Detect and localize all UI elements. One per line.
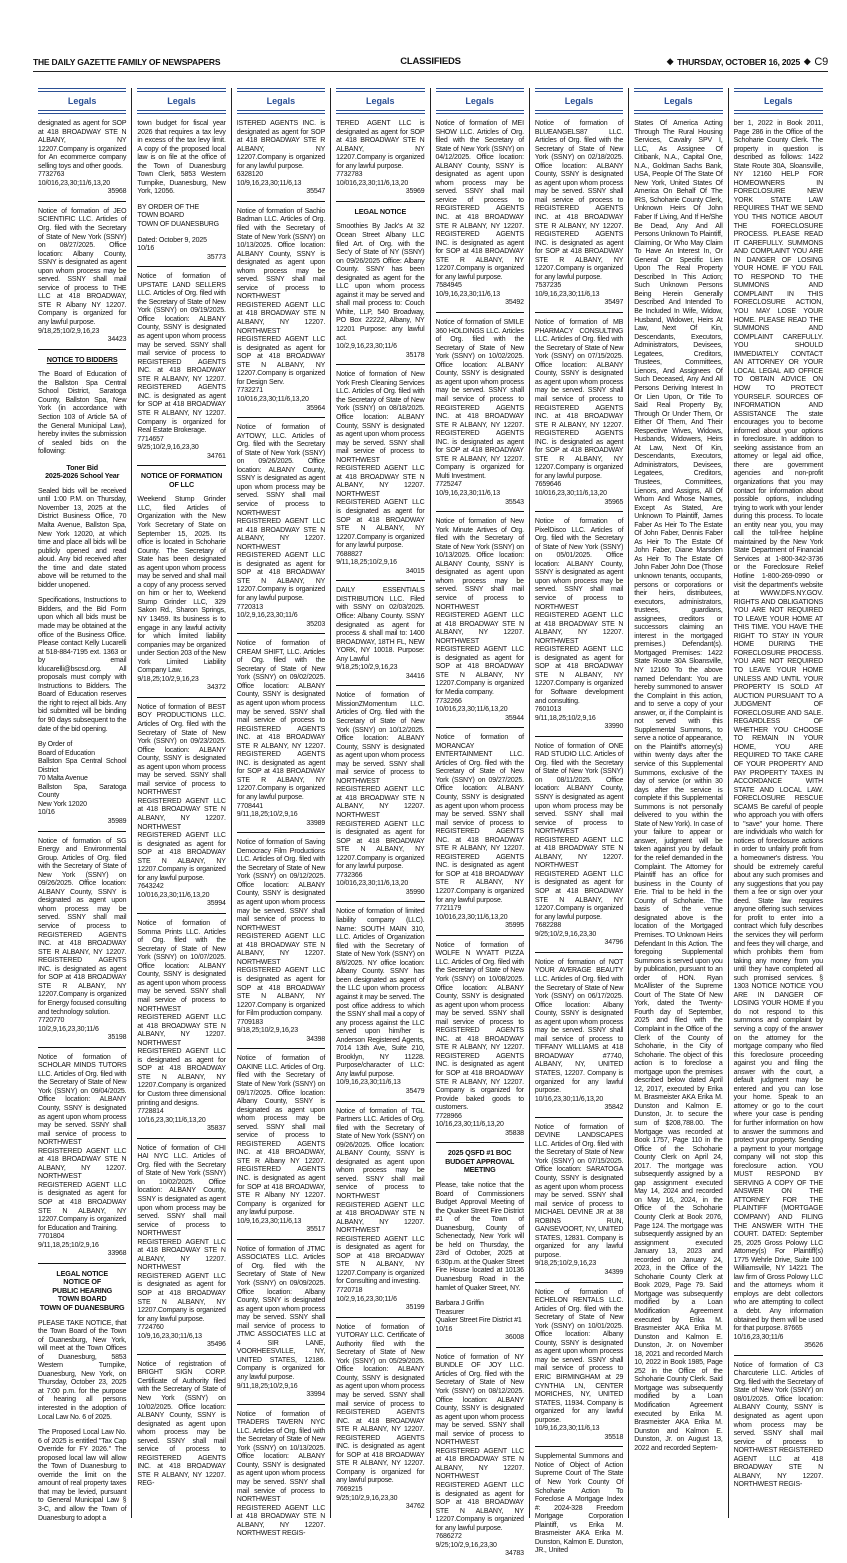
notice-id: 35199 xyxy=(405,1304,425,1312)
legal-notice xyxy=(436,120,524,313)
section-label: Legals xyxy=(535,88,623,114)
notice-paragraph: Notice of formation of JEO SCIENTIFIC LLC. Articles of Org. filed with the Secretary of State of New York (SSNY) on 08/27/2025. Office location: Albany County, SSNY is designated as agent upon whom process may be served. SSNY shall mail service of process to THE LLC at 418 BROADWAY, STE R Albany NY 12207. Company is organized for any lawful purpose. 9/18,25;10/2,9,16,23 xyxy=(38,207,127,335)
notice-paragraph: States Of America Acting Through The Rural Housing Services, Cavalry SPV I, LLC, As Assignee Of Citibank, N.A., Capital One, N.A., Goldman Sachs Bank, USA, People Of The State Of New York, United States Of America On Behalf Of The IRS, Schoharie County Clerk, Unknown Heirs Of John Faber If Living, And If He/She Be Dead, Any And All Persons Unknown To Plaintiff, Claiming, Or Who May Claim To Have An Interest In, Or General Or Specific Lien Upon The Real Property Described In This Action; Such Unknown Persons Being Herein Generally Described And Intended To Be Included In Wife, Widow, Husband, Widower, Heirs At Law, Next Of Kin, Descendants, Executors, Administrators, Devisees, Legatees, Creditors, Trustees, Committees, Lienors, And Assignees Of Such Deceased, Any And All Persons Deriving Interest In Or Lien Upon, Or Title To Said Real Property By, Through Or Under Them, Or Either Of Them, And Their Respective Wives, Widows, Husbands, Widowers, Heirs At Law, Next Of Kin, Descendants, Executors, Administrators, Devisees, Legatees, Creditors, Trustees, Committees, Lienors, and Assigns, All Of Whom And Whose Names, Except As Stated, Are Unknown To Plaintiff, James Faber As Heir To The Estate Of John Faber, Dennis Faber As Heir To The Estate Of John Faber, Diane Marsden As Heir To The Estate Of John Faber John Doe (Those unknown tenants, occupants, persons or corporations or their heirs, distributees, executors, administrators, trustees, guardians, assignees, creditors or successors claiming an interest in the mortgaged premises.) Defendant(s). Mortgaged Premises: 1422 State Route 30A Sloansville, NY 12160 To the above named Defendant: You are hereby summoned to answer the Complaint in this action, and to serve a copy of your answer, or, if the Complaint is not served with this Supplemental Summons, to serve a notice of appearance, on the Plaintiff's attorney(s) within twenty days after the service of this Supplemental Summons, exclusive of the day of service (or within 30 days after the service is complete if this Supplemental Summons is not personally delivered to you within the State of New York). In case of your failure to appear or answer, judgment will be taken against you by default for the relief demanded in the Complaint. The Attorney for Plaintiff has an office for business in the County of Erie. Trial to be held in the County of Schoharie. The basis of the venue designated above is the location of the Mortgaged Premises. TO Unknown Heirs Defendant In this Action. The foregoing Supplemental Summons is served upon you by publication, pursuant to an order of HON. Ryan McAllister of the Supreme Court of The State Of New York, dated the Twenty-Fourth day of September, 2025 and filed with the Complaint in the Office of the Clerk of the County of Schoharie, in the City of Schoharie. The object of this action is to foreclose a mortgage upon the premises described below dated April 12, 2017, executed by Erika M. Brasmeister AKA Erika M. Dunston and Kalmon E. Dunston, Jr. to secure the sum of $208,788.00. The Mortgage was recorded at Book 1757, Page 110 in the Office of the Schoharie County Clerk on April 24, 2017. The mortgage was subsequently assigned by a gap assignment executed May 14, 2024 and recorded on May 16, 2024, in the Office of the Schoharie County Clerk at Book 2076, Page 124. The mortgage was subsequently assigned by an assignment executed January 13, 2023 and recorded on January 24, 2023, in the Office of the Schoharie County Clerk at Book 2029, Page 79. Said Mortgage was subsequently modified by a Loan Modification Agreement executed by Erika M. Brasmeister AKA Erika M. Dunston and Kalmon E. Dunston, Jr. on November 18, 2021 and recorded March 10, 2022 in Book 1985, Page 252 in the Office of the Schoharie County Clerk. Said Mortgage was subsequently modified by a Loan Modification Agreement executed by Erika M. Brasmeister AKA Erika M. Dunston and Kalmon E. Dunston, Jr. on August 13, 2022 and recorded Septem- xyxy=(634,120,723,1452)
notice-paragraph: BY ORDER OF THE TOWN BOARD TOWN OF DUANESBURG xyxy=(137,203,219,229)
legal-notice xyxy=(535,1289,623,1448)
legals-column xyxy=(132,88,231,1518)
notice-paragraph: Barbara J Griffin Treasurer Quaker Street Fire District #1 10/16 xyxy=(435,1300,522,1333)
notice-paragraph: Notice of formation of C3 Charcuterie LLC. Articles of Org. filed with the Secretary of State of New York (SSNY) on 08/01/2025. Office location: ALBANY County, SSNY is designated as agent upon whom process may be served. SSNY shall mail service of process to NORTHWEST REGISTERED AGENT LLC at 418 BROADWAY STE N ALBANY, NY 12207. NORTHWEST REGIS- xyxy=(733,1361,823,1489)
notice-id: 35492 xyxy=(505,299,524,307)
notice-id: 35969 xyxy=(405,188,425,196)
notice-id: 33968 xyxy=(107,1250,127,1258)
notice-id: 35994 xyxy=(207,900,226,908)
notice-id: 35842 xyxy=(604,1104,624,1112)
notice-id: 35198 xyxy=(107,1034,127,1042)
notice-paragraph: Dated: October 9, 2025 10/16 xyxy=(137,236,207,253)
legal-notice xyxy=(237,120,325,202)
legal-notice xyxy=(336,908,424,1101)
legal-notice xyxy=(336,587,424,686)
column-text xyxy=(38,120,126,1527)
page-header xyxy=(33,52,828,72)
legal-notice xyxy=(38,1270,126,1527)
legal-notice xyxy=(137,120,225,267)
notice-paragraph: Notice of formation of Sachio Badman LLC. Articles of Org. filed with the Secretary of State of New York (SSNY) on 10/13/2025. Office location: ALBANY County, SSNY is designated as agent upon whom process may be served. SSNY shall mail service of process to NORTHWEST REGISTERED AGENT LLC at 418 BROADWAY STE N ALBANY, NY 12207. NORTHWEST REGISTERED AGENT LLC is designated as agent for SOP at 418 BROADWAY STE N ALBANY, NY 12207.Company is organized for Design Serv. 7732271 10/016,23,30;11/6,13,20 xyxy=(236,207,326,403)
notice-paragraph: Notice of formation of limited liability company (LLC). Name: SOUTH MAIN 310, LLC. Articles of Organization filed with the Secretary of State of New York (SSNY) on 8/6/2025. NY office location: Albany County. SSNY has been designated as agent of the LLC upon whom process against it may be served. The post office address to which the SSNY shall mail a copy of any process against the LLC served upon him/her is Anderson Registered Agents, 7014 13th Ave, Suite 210, Brooklyn, NY 11228. Purpose/character of LLC: Any lawful purpose. 10/9,16,23,30;11/6,13 xyxy=(336,908,425,1087)
notice-id: 35497 xyxy=(604,299,624,307)
notice-paragraph: Notice of formation of NOT YOUR AVERAGE BEAUTY LLC. Articles of Org. filed with the Secretary of State of New York (SSNY) on 06/17/2025. Office location: Albany County, SSNY is designated as agent upon whom process may be served. SSNY shall mail service of process to TIFFANY WILLIAMS at 418 BROADWAY #7740, ALBANY, NY, UNITED STATES, 12207. Company is organized for any lawful purpose. 10/16,23,30;11/6,13,20 xyxy=(534,958,624,1103)
notice-id: 35547 xyxy=(306,188,326,196)
legal-notice xyxy=(336,692,424,902)
notice-paragraph: Notice of formation of UPSTATE LAND SELLERS LLC. Articles of Org. filed with the Secretary of State of New York (SSNY) on 09/19/2025. Office location: ALBANY County, SSNY is designated as agent upon whom process may be served. SSNY shall mail service of process to REGISTERED AGENTS INC. at 418 BROADWAY STE R ALBANY, NY 12207. REGISTERED AGENTS INC. is designated as agent for SOP at 418 BROADWAY STE R ALBANY, NY 12207. Company is organized for Real Estate Brokerage. 7714657 9/25;10/2,9,16,23,30 xyxy=(137,273,226,452)
notice-id: 35838 xyxy=(505,1129,524,1137)
notice-paragraph: Notice of formation of BEST BOY PRODUCTIONS LLC. Articles of Org. filed with the Secretary of State of New York (SSNY) on 09/23/2025. Office location: ALBANY County, SSNY is designated as agent upon whom process may be served. SSNY shall mail service of process to NORTHWEST REGISTERED AGENT LLC at 418 BROADWAY STE N ALBANY, NY 12207. NORTHWEST REGISTERED AGENT LLC is designated as agent for SOP at 418 BROADWAY STE N ALBANY, NY 12207.Company is organized for any lawful purpose. 7643242 10/016,23,30;11/6,13,20 xyxy=(137,703,226,899)
legals-column xyxy=(431,88,530,1558)
notice-paragraph: Notice of formation of Saving Democracy Film Productions LLC. Articles of Org. filed with the Secretary of State of New York (SSNY) on 09/12/2025. Office location: ALBANY County, SSNY is designated as agent upon whom process may be served. SSNY shall mail service of process to NORTHWEST REGISTERED AGENT LLC at 418 BROADWAY STE N ALBANY, NY 12207. NORTHWEST REGISTERED AGENT LLC is designated as agent for SOP at 418 BROADWAY STE N ALBANY, NY 12207.Company is organized for Film production company. 7709183 9/18,25;10/2,9,16,23 xyxy=(236,839,326,1035)
legals-column xyxy=(729,88,828,1518)
notice-paragraph: Notice of formation of NY BUNDLE OF JOY LLC. Articles of Org. filed with the Secretary of State of New York (SSNY) on 08/12/2025. Office location: ALBANY County, SSNY is designated as agent upon whom process may be served. SSNY shall mail service of process to NORTHWEST REGISTERED AGENT LLC at 418 BROADWAY STE N ALBANY, NY 12207. NORTHWEST REGISTERED AGENT LLC is designated as agent for SOP at 418 BROADWAY STE N ALBANY, NY 12207.Company is organized for any lawful purpose. 7686272 9/25;10/2,9,16,23,30 xyxy=(435,1353,524,1549)
notice-paragraph: Specifications, Instructions to Bidders, and the Bid Form upon which all bids must be made may be obtained at the office of the Business Office. Please contact Kelly Lucarelli at 518-884-7195 ext. 1363 or by email klucarelli@bscsd.org. All proposals must comply with Instructions to Bidders. The Board of Education reserves the right to reject all bids. Any bid submitted will be binding for 90 days subsequent to the date of the bid opening. xyxy=(38,597,127,733)
notice-paragraph: Notice of formation of TRADERS TAVERN NYC LLC. Articles of Org. filed with the Secretary of State of New York (SSNY) on 10/13/2025. Office location: ALBANY County, SSNY is designated as agent upon whom process may be served. SSNY shall mail service of process to NORTHWEST REGISTERED AGENT LLC at 418 BROADWAY STE N ALBANY, NY 12207. NORTHWEST REGIS- xyxy=(236,1410,326,1538)
legal-notice xyxy=(535,1124,623,1283)
column-text xyxy=(237,120,325,1543)
notice-paragraph: Please, take notice that the Board of Commissioners Budget Approval Meeting of the Quaker Street Fire District #1 of the Town of Duanesburg, County of Schenectady, New York will be held on Thursday, the 23rd of October, 2025 at 6:30p.m. at the Quaker Street Fire House located at 10136 Duanesburg Road in the hamlet of Quaker Street, NY. xyxy=(435,1181,524,1292)
notice-id: 33994 xyxy=(306,1391,326,1399)
legal-notice xyxy=(237,208,325,418)
section-label: Legals xyxy=(38,88,126,114)
issue-date: THURSDAY, OCTOBER 16, 2025 xyxy=(677,56,800,67)
notice-paragraph: The Board of Education of the Ballston Spa Central School District, Saratoga County, Ballston Spa, New York (in accordance with Section 103 of Article 5A of the General Municipal Law), hereby invites the submission of sealed bids on the following: xyxy=(38,371,127,456)
notice-paragraph: Notice of formation of SMILE 360 HOLDINGS LLC. Articles of Org. filed with the Secretary of State of New York (SSNY) on 10/02/2025. Office location: ALBANY County, SSNY is designated as agent upon whom process may be served. SSNY shall mail service of process to REGISTERED AGENTS INC. at 418 BROADWAY STE R ALBANY, NY 12207. REGISTERED AGENTS INC. is designated as agent for SOP at 418 BROADWAY STE R ALBANY, NY 12207. Company is organized for Multi Investment. 7725247 10/9,16,23,30;11/6,13 xyxy=(435,319,524,497)
notice-paragraph: Notice of formation of PixelDisco LLC. Articles of Org. filed with the Secretary of State of New York (SSNY) on 05/01/2025. Office location: ALBANY County, SSNY is designated as agent upon whom process may be served. SSNY shall mail service of process to NORTHWEST REGISTERED AGENT LLC at 418 BROADWAY STE N ALBANY, NY 12207. NORTHWEST REGISTERED AGENT LLC is designated as agent for SOP at 418 BROADWAY STE N ALBANY, NY 12207.Company is organized for Software development and consulting. 7601013 9/11,18,25;10/2,9,16 xyxy=(534,518,624,722)
notice-id: 35968 xyxy=(107,188,127,196)
page-number: C9 xyxy=(814,55,828,68)
notice-paragraph: Supplemental Summons and Notice of Object of Action Supreme Court of The State of New York County Of Schoharie Action To Foreclose A Mortgage Index #: 2024-328 Freedom Mortgage Corporation Plaintiff, vs Erika M. Brasmeister AKA Erika M. Dunston, Kalmon E. Dunston, JR., United xyxy=(534,1453,624,1555)
legals-columns xyxy=(33,88,828,1558)
legal-notice xyxy=(237,640,325,833)
notice-id: 35990 xyxy=(405,888,425,896)
legal-notice xyxy=(436,319,524,512)
notice-id: 35964 xyxy=(306,404,326,412)
legal-notice xyxy=(38,838,126,1048)
legals-column xyxy=(33,88,132,1522)
notice-paragraph: town budget for fiscal year 2026 that requires a tax levy in excess of the tax levy limit. A copy of the proposed local law is on file at the office of the Town of Duanesburg Town Clerk, 5853 Western Turnpike, Duanesburg, New York, 12056. xyxy=(137,120,226,196)
notice-id: 34762 xyxy=(405,1503,425,1511)
notice-id: 35989 xyxy=(107,818,127,826)
notice-paragraph: Notice of formation of New York Minute Artives of Org. filed with the Secretary of State of New York (SSNY) on 10/13/2025. Office location: ALBANY County, SSNY is designated as agent upon whom process may be served. SSNY shall mail service of process to NORTHWEST REGISTERED AGENT LLC at 418 BROADWAY STE N ALBANY, NY 12207. NORTHWEST REGISTERED AGENT LLC is designated as agent for SOP at 418 BROADWAY STE N ALBANY, NY 12207.Company is organized for Media company. 7732266 10/016,23,30;11/6,13,20 xyxy=(435,518,524,714)
section-label: Legals xyxy=(237,88,325,114)
legal-notice xyxy=(436,1354,524,1563)
notice-paragraph: Notice of formation of MORANCAY ENTERTAINMENT LLC. Articles of Org. filed with the Secretary of State of New York (SSNY) on 09/27/2025. Office location: ALBANY County, SSNY is designated as agent upon whom process may be served. SSNY shall mail service of process to REGISTERED AGENTS INC. at 418 BROADWAY STE R ALBANY, NY 12207. REGISTERED AGENTS INC. is designated as agent for SOP at 418 BROADWAY STE R ALBANY, NY 12207.Company is organized for any lawful purpose. 7721179 10/016,23,30;11/6,13,20 xyxy=(435,734,524,921)
notice-paragraph: ber 1, 2022 in Book 2011, Page 286 in the Office of the Schoharie County Clerk. The property in question is described as follows: 1422 State Route 30A, Sloansville, NY 12160 HELP FOR HOMEOWNERS IN FORECLOSURE NEW YORK STATE LAW REQUIRES THAT WE SEND YOU THIS NOTICE ABOUT THE FORECLOSURE PROCESS. PLEASE READ IT CAREFULLY. SUMMONS AND COMPLAINT YOU ARE IN DANGER OF LOSING YOUR HOME. IF YOU FAIL TO RESPOND TO THE SUMMONS AND COMPLAINT IN THIS FORECLOSURE ACTION, YOU MAY LOSE YOUR HOME. PLEASE READ THE SUMMONS AND COMPLAINT CAREFULLY. YOU SHOULD IMMEDIATELY CONTACT AN ATTORNEY OR YOUR LOCAL LEGAL AID OFFICE TO OBTAIN ADVICE ON HOW TO PROTECT YOURSELF. SOURCES OF INFORMATION AND ASSISTANCE The state encourages you to become informed about your options in foreclosure. In addition to seeking assistance from an attorney or legal aid office, there are government agencies and non-profit organizations that you may contact for information about possible options, including trying to work with your lender during this process. To locate an entity near you, you may call the toll-free helpline maintained by the New York State Department of Financial Services at 1-800-342-3736 or the Foreclosure Relief Hotline 1-800-269-0990 or visit the department's website at WWW.DFS.NY.GOV. RIGHTS AND OBLIGATIONS YOU ARE NOT REQUIRED TO LEAVE YOUR HOME AT THIS TIME. YOU HAVE THE RIGHT TO STAY IN YOUR HOME DURING THE FORECLOSURE PROCESS. YOU ARE NOT REQUIRED TO LEAVE YOUR HOME UNLESS AND UNTIL YOUR PROPERTY IS SOLD AT AUCTION PURSUANT TO A JUDGMENT OF FORECLOSURE AND SALE. REGARDLESS OF WHETHER YOU CHOOSE TO REMAIN IN YOUR HOME, YOU ARE REQUIRED TO TAKE CARE OF YOUR PROPERTY AND PAY PROPERTY TAXES IN ACCORDANCE WITH STATE AND LOCAL LAW. FORECLOSURE RESCUE SCAMS Be careful of people who approach you with offers to "save" your home. There are individuals who watch for notices of foreclosure actions in order to unfairly profit from a homeowner's distress. You should be extremely careful about any such promises and any suggestions that you pay them a fee or sign over your deed. State law requires anyone offering such services for profit to enter into a contract which fully describes the services they will perform and fees they will charge, and which prohibits them from taking any money from you until they have completed all such promised services. § 1303 NOTICE NOTICE YOU ARE IN DANGER OF LOSING YOUR HOME If you do not respond to this summons and complaint by serving a copy of the answer on the attorney for the mortgage company who filed this foreclosure proceeding against you and filing the answer with the court, a default judgment may be entered and you can lose your home. Speak to an attorney or go to the court where your case is pending for further information on how to answer the summons and protect your property. Sending a payment to your mortgage company will not stop this foreclosure action. YOU MUST RESPOND BY SERVING A COPY OF THE ANSWER ON THE ATTORNEY FOR THE PLAINTIFF (MORTGAGE COMPANY) AND FILING THE ANSWER WITH THE COURT. DATED: September 25, 2025 Gross Polowy LLC Attorney(s) For Plaintiff(s) 1775 Wehrle Drive, Suite 100 Williamsville, NY 14221 The law firm of Gross Polowy LLC and the attorneys whom it employs are debt collectors who are attempting to collect a debt. Any information obtained by them will be used for that purpose. 87665 10/16,23,30;11/6 xyxy=(733,120,823,1341)
legals-column xyxy=(331,88,430,1518)
legals-column xyxy=(232,88,331,1538)
notice-id: 35965 xyxy=(604,498,624,506)
notice-paragraph: Notice of formation of MissionZMomentum LLC. Articles of Org. filed with the Secretary of State of New York (SSNY) on 10/12/2025. Office location: ALBANY County, SSNY is designated as agent upon whom process may be served. SSNY shall mail service of process to NORTHWEST REGISTERED AGENT LLC at 418 BROADWAY STE N ALBANY, NY 12207. NORTHWEST REGISTERED AGENT LLC is designated as agent for SOP at 418 BROADWAY STE N ALBANY, NY 12207.Company is organized for any lawful purpose. 7732366 10/016,23,30;11/6,13,20 xyxy=(336,692,425,888)
legal-notice xyxy=(137,1145,225,1355)
notice-id: 35517 xyxy=(306,1226,326,1234)
legal-notice xyxy=(436,518,524,728)
notice-id: 35496 xyxy=(207,1341,226,1349)
legal-notice xyxy=(436,1149,524,1347)
legal-notice xyxy=(535,120,623,313)
legal-notice xyxy=(535,319,623,512)
section-label: Legals xyxy=(137,88,225,114)
notice-heading: NOTICE OF FORMATION OF LLC xyxy=(140,471,223,489)
notice-id: 35479 xyxy=(405,1087,425,1095)
legal-notice xyxy=(734,120,823,1356)
section-label: Legals xyxy=(436,88,524,114)
column-text xyxy=(436,120,524,1563)
notice-id: 34399 xyxy=(604,1269,624,1276)
notice-id: 34783 xyxy=(505,1550,524,1558)
column-text xyxy=(336,120,424,1516)
notice-id: 34416 xyxy=(405,672,425,680)
notice-id: 34015 xyxy=(405,567,425,575)
legal-notice xyxy=(436,942,524,1144)
legal-notice xyxy=(734,1362,823,1494)
legal-notice xyxy=(38,1054,126,1264)
notice-paragraph: Notice of formation of YUTORAY LLC. Certificate of Authority filed with the Secretary of State of New York (SSNY) on 05/29/2025. Office location: ALBANY County, SSNY is designated as agent upon whom process may be served. SSNY shall mail service of process to REGISTERED AGENTS INC. at 418 BROADWAY STE R ALBANY, NY 12207. REGISTERED AGENTS INC. is designated as agent for SOP at 418 BROADWAY STE R ALBANY, NY 12207. Company is organized for any lawful purpose. 7669215 9/25;10/2,9,16,23,30 xyxy=(336,1323,425,1502)
legal-notice xyxy=(336,120,424,202)
notice-paragraph: Notice of formation of ONE RAD STUDIO LLC. Articles of Org. filed with the Secretary of State of New York (SSNY) on 08/11/2025. Office location: ALBANY County, SSNY is designated as agent upon whom process may be served. SSNY shall mail service of process to NORTHWEST REGISTERED AGENT LLC at 418 BROADWAY STE N ALBANY, NY 12207. NORTHWEST REGISTERED AGENT LLC is designated as agent for SOP at 418 BROADWAY STE N ALBANY, NY 12207.Company is organized for any lawful purpose. 7682288 9/25;10/2,9,16,23,30 xyxy=(534,742,624,938)
notice-paragraph: designated as agent for SOP at 418 BROADWAY STE N ALBANY, NY 12207.Company is organized for An ecommerce company selling toys and other goods. 7732763 10/016,23,30;11/6,13,20 xyxy=(38,120,127,187)
legal-notice xyxy=(137,704,225,914)
notice-id: 35203 xyxy=(306,620,326,628)
notice-id: 35773 xyxy=(207,253,226,261)
notice-paragraph: Notice of formation of OAKINE LLC. Articles of Org. filed with the Secretary of State of New York (SSNY) on 09/17/2025. Office location: Albany County, SSNY is designated as agent upon whom process may be served. SSNY shall mail service of process to REGISTERED AGENTS INC. at 418 BROADWAY, STE R Albany NY 12207. REGISTERED AGENTS INC. is designated as agent for SOP at 418 BROADWAY, STE R Albany NY 12207. Company is organized for any lawful purpose. 10/9,16,23,30;11/6,13 xyxy=(236,1055,326,1225)
column-text xyxy=(634,120,722,1457)
notice-id: 35995 xyxy=(505,922,524,930)
notice-heading: 2025 QSFD #1 BOC BUDGET APPROVAL MEETING xyxy=(445,1148,515,1175)
notice-paragraph: Notice of registration of BRIGHT SIGN CORP. Certificate of Authority filed with the Secretary of State of New York (SSNY) on 10/02/2025. Office location: ALBANY County, SSNY is designated as agent upon whom process may be served. SSNY shall mail service of process to REGISTERED AGENTS INC. at 418 BROADWAY STE R ALBANY, NY 12207. REG- xyxy=(137,1360,226,1488)
legal-notice xyxy=(137,1361,225,1493)
notice-paragraph: Notice of formation of SCHOLAR MINDS TUTORS LLC. Articles of Org. filed with the Secretary of State of New York (SSNY) on 09/04/2025. Office location: ALBANY County, SSNY is designated as agent upon whom process may be served. SSNY shall mail service of process to NORTHWEST REGISTERED AGENT LLC at 418 BROADWAY STE N ALBANY, NY 12207. NORTHWEST REGISTERED AGENT LLC is designated as agent for SOP at 418 BROADWAY STE N ALBANY, NY 12207.Company is organized for Education and Training. 7701804 9/11,18,25;10/2,9,16 xyxy=(38,1053,127,1249)
column-text xyxy=(734,120,823,1494)
notice-paragraph: Notice of formation of New York Fresh Cleaning Services LLC. Articles of Org. filed with the Secretary of State of New York (SSNY) on 08/18/2025. Office location: ALBANY County, SSNY is designated as agent upon whom process may be served. SSNY shall mail service of process to NORTHWEST REGISTERED AGENT LLC at 418 BROADWAY STE N ALBANY, NY 12207. NORTHWEST REGISTERED AGENT LLC is designated as agent for SOP at 418 BROADWAY STE N ALBANY, NY 12207.Company is organized for any lawful purpose. 7688827 9/11,18,25;10/2,9,16 xyxy=(336,371,425,567)
legal-notice xyxy=(38,208,126,350)
notice-paragraph: PLEASE TAKE NOTICE, that the Town Board of the Town of Duanesburg, New York, will meet at the Town Offices of Duanesburg, 5853 Western Turnpike, Duanesburg, New York, on Thursday, October 23, 2025 at 7:00 p.m. for the purpose of hearing all persons interested in the adoption of Local Law No. 6 of 2025. xyxy=(38,1319,127,1421)
notice-id: 34372 xyxy=(207,684,226,692)
section-label: Legals xyxy=(634,88,722,114)
notice-paragraph: Notice of formation of DEVINE LANDSCAPES LLC. Articles of Org. filed with the Secretary of State of New York (SSNY) on 07/15/2025. Office location: SARATOGA County, SSNY is designated as agent upon whom process may be served. SSNY shall mail service of process to MICHAEL DEVINE JR at 38 ROBINS RUN, GANSEVOORT, NY, UNITED STATES, 12831. Company is organized for any lawful purpose. 9/18,25;10/2,9,16,23 xyxy=(534,1123,624,1268)
notice-paragraph: Weekend Stump Grinder LLC, filed Articles of Organization with the New York Secretary of State on September 15, 2025. Its office is located in Schoharie County. The Secretary of State has been designated as agent upon whom process may be served and shall mail a copy of any process served on him or her to, Weekend Stump Grinder LLC, 329 Sakon Rd., Sharon Springs, NY 13459. Its business is to engage in any lawful activity for which limited liability companies may be organized under Section 203 of the New York Limited Liability Company Law. 9/18,25;10/2,9,16,23 xyxy=(137,496,226,683)
notice-id: 35626 xyxy=(804,1342,823,1350)
notice-heading: NOTICE TO BIDDERS xyxy=(46,354,118,364)
legal-notice xyxy=(535,518,623,737)
notice-paragraph: Notice of formation of MB PHARMACY CONSULTING LLC. Articles of Org. filed with the Secretary of State of New York (SSNY) on 07/15/2025. Office location: ALBANY County, SSNY is designated as agent upon whom process may be served. SSNY shall mail service of process to REGISTERED AGENTS INC. at 418 BROADWAY STE R ALBANY, NY 12207. REGISTERED AGENTS INC. is designated as agent for SOP at 418 BROADWAY STE R ALBANY, NY 12207.Company is organized for any lawful purpose. 7659646 10/016,23,30;11/6,13,20 xyxy=(534,319,624,497)
legal-notice xyxy=(237,1055,325,1239)
legal-notice xyxy=(237,839,325,1049)
legal-notice xyxy=(137,920,225,1139)
legal-notice xyxy=(336,371,424,581)
legal-notice xyxy=(237,1411,325,1543)
notice-id: 35178 xyxy=(405,351,425,359)
notice-paragraph: Notice of formation of MEI SHOW LLC. Articles of Org. filed with the Secretary of State of New York (SSNY) on 04/12/2025. Office location: ALBANY County, SSNY is designated as agent upon whom process may be served. SSNY shall mail service of process to REGISTERED AGENTS INC. at 418 BROADWAY STE R ALBANY, NY 12207. REGISTERED AGENTS INC. is designated as agent for SOP at 418 BROADWAY STE R ALBANY, NY 12207.Company is organized for any lawful purpose. 7584945 10/9,16,23,30;11/6,13 xyxy=(435,120,524,298)
legal-notice xyxy=(137,472,225,698)
legal-notice xyxy=(38,120,126,202)
legal-notice xyxy=(336,1324,424,1516)
notice-id: 34761 xyxy=(207,452,226,460)
notice-id: 33989 xyxy=(306,819,326,827)
notice-paragraph: DAILY ESSENTIALS DISTRIBUTION LLC. Filed with SSNY on 02/03/2025. Office: Albany County. SSNY designated as agent for process & shall mail to: 1400 BROADWAY, 18TH FL, NEW YORK, NY 10018. Purpose: Any Lawful 9/18,25;10/2,9,16,23 xyxy=(336,587,425,672)
notice-id: 33990 xyxy=(604,723,624,731)
notice-paragraph: Notice of formation of CHI HAI NYC LLC. Articles of Org. filed with the Secretary of State of New York (SSNY) on 10/02/2025. Office location: ALBANY County, SSNY is designated as agent upon whom process may be served. SSNY shall mail service of process to NORTHWEST REGISTERED AGENT LLC at 418 BROADWAY STE N ALBANY, NY 12207. NORTHWEST REGISTERED AGENT LLC is designated as agent for SOP at 418 BROADWAY STE N ALBANY, NY 12207.Company is organized for any lawful purpose. 7724760 10/9,16,23,30;11/6,13 xyxy=(137,1144,226,1340)
notice-id: 35944 xyxy=(505,714,524,722)
section-label: Legals xyxy=(734,88,823,114)
notice-paragraph: TERED AGENT LLC is designated as agent for SOP at 418 BROADWAY STE N ALBANY, NY 12207.Company is organized for any lawful purpose. 7732783 10/016,23,30;11/6,13,20 xyxy=(336,120,425,187)
legal-notice xyxy=(336,208,424,365)
notice-subheading: Toner Bid 2025-2026 School Year xyxy=(45,462,120,481)
legal-notice xyxy=(436,734,524,936)
notice-paragraph: Notice of formation of ECHELON RENTALS LLC. Articles of Org. filed with the Secretary of State of New York (SSNY) on 10/01/2025. Office location: Albany County, SSNY is designated as agent upon whom process may be served. SSNY shall mail service of process to ERIC BIRMINGHAM at 29 CYNTHIA LN, CENTER MORICHES, NY, UNITED STATES, 11934. Company is organized for any lawful purpose. 10/9,16,23,30;11/6,13 xyxy=(534,1288,624,1433)
legal-notice xyxy=(535,743,623,953)
section-label: Legals xyxy=(336,88,424,114)
notice-id: 35543 xyxy=(505,498,524,506)
notice-paragraph: By Order of Board of Education Ballston Spa Central School District 70 Malta Avenue Ballston Spa, Saratoga County New York 12020 10/16 xyxy=(38,741,127,817)
notice-paragraph: Notice of formation of TGL Partners LLC. Articles of Org. filed with the Secretary of State of New York (SSNY) on 09/26/2025. Office location: ALBANY County, SSNY is designated as agent upon whom process may be served. SSNY shall mail service of process to NORTHWEST REGISTERED AGENT LLC at 418 BROADWAY STE N ALBANY, NY 12207. NORTHWEST REGISTERED AGENT LLC is designated as agent for SOP at 418 BROADWAY STE N ALBANY, NY 12207.Company is organized for Consulting and investing. 7720718 10/2,9,16,23,30;11/6 xyxy=(336,1107,425,1303)
notice-paragraph: Notice of formation of WOLFE N WYATT PIZZA LLC. Articles of Org. filed with the Secretary of State of New York (SSNY) on 10/08/2025. Office location: ALBANY County, SSNY is designated as agent upon whom process may be served. SSNY shall mail service of process to REGISTERED AGENTS INC. at 418 BROADWAY STE R ALBANY, NY 12207. REGISTERED AGENTS INC. is designated as agent for SOP at 418 BROADWAY STE R ALBANY, NY 12207. Company is organized for Provide baked goods to customers. 7728966 10/16,23,30;11/6,13,20 xyxy=(435,941,524,1129)
section-title: CLASSIFIEDS xyxy=(400,56,461,67)
newspaper-name: THE DAILY GAZETTE FAMILY OF NEWSPAPERS xyxy=(33,56,221,67)
column-text xyxy=(137,120,225,1493)
legal-notice xyxy=(535,959,623,1118)
diamond-icon: ◆ xyxy=(666,56,674,66)
legal-notice xyxy=(237,1246,325,1405)
legal-notice xyxy=(137,273,225,466)
notice-paragraph: Notice of formation of BLUEANGELS87 LLC. Articles of Org. filed with the Secretary of State of New York (SSNY) on 02/18/2025. Office location: ALBANY County, SSNY is designated as agent upon whom process may be served. SSNY shall mail service of process to REGISTERED AGENTS INC. at 418 BROADWAY STE R ALBANY, NY 12207. REGISTERED AGENTS INC. is designated as agent for SOP at 418 BROADWAY STE R ALBANY, NY 12207.Company is organized for any lawful purpose. 7537235 10/9,16,23,30;11/6,13 xyxy=(534,120,624,298)
notice-paragraph: Notice of formation of SG Energy and Environmental Group. Articles of Org. filed with the Secretary of State of New York (SSNY) on 09/26/2025. Office location: ALBANY County, SSNY is designated as agent upon whom process may be served. SSNY shall mail service of process to REGISTERED AGENTS INC. at 418 BROADWAY STE R ALBANY, NY 12207. REGISTERED AGENTS INC. is designated as agent for SOP at 418 BROADWAY STE R ALBANY, NY 12207.Company is organized for Energy focused consulting and technology solution. 7720770 10/2,9,16,23,30;11/6 xyxy=(38,837,127,1033)
column-text xyxy=(535,120,623,1560)
notice-heading: LEGAL NOTICE xyxy=(354,206,407,216)
notice-paragraph: Notice of formation of Somma Prints LLC. Articles of Org. filed with the Secretary of State of New York (SSNY) on 10/07/2025. Office location: ALBANY County, SSNY is designated as agent upon whom process may be served. SSNY shall mail service of process to NORTHWEST REGISTERED AGENT LLC at 418 BROADWAY STE N ALBANY, NY 12207. NORTHWEST REGISTERED AGENT LLC is designated as agent for SOP at 418 BROADWAY STE N ALBANY, NY 12207.Company is organized for Custom three dimensional printing and designs. 7728814 10/16,23,30;11/6,13,20 xyxy=(137,920,226,1124)
notice-id: 34796 xyxy=(604,939,624,947)
notice-id: 34423 xyxy=(107,336,127,344)
notice-id: 35518 xyxy=(604,1433,624,1441)
notice-paragraph: Notice of formation of CREAM SHIFT, LLC. Articles of Org. filed with the Secretary of State of New York (SSNY) on 09/02/2025. Office location: ALBANY County, SSNY is designated as agent upon whom process may be served. SSNY shall mail service of process to REGISTERED AGENTS INC. at 418 BROADWAY STE R ALBANY, NY 12207. REGISTERED AGENTS INC. is designated as agent for SOP at 418 BROADWAY STE R ALBANY, NY 12207.Company is organized for any lawful purpose. 7708441 9/11,18,25;10/2,9,16 xyxy=(236,640,326,819)
notice-id: 34398 xyxy=(306,1035,326,1043)
notice-id: 36008 xyxy=(505,1334,524,1342)
legals-column xyxy=(530,88,629,1555)
legal-notice xyxy=(535,1453,623,1560)
notice-paragraph: Sealed bids will be received until 1:00 P.M. on Thursday, November 13, 2025 at the District Business Office, 70 Malta Avenue, Ballston Spa, New York 12020, at which time and place all bids will be publicly opened and read aloud. Any bid received after the time and date stated above will be returned to the bidder unopened. xyxy=(38,487,127,589)
notice-paragraph: Notice of formation of JTMC ASSOCIATES LLC. Articles of Org. filed with the Secretary of State of New York (SSNY) on 09/09/2025. Office location: Albany County, SSNY is designated as agent upon whom process may be served. SSNY shall mail service of process to JTMC ASSOCIATES LLC at 4 SIR LANE, VOORHEESVILLE, NY, UNITED STATES, 12186. Company is organized for any lawful purpose. 9/11,18,25;10/2,9,16 xyxy=(236,1245,326,1390)
legal-notice xyxy=(38,356,126,832)
notice-heading: LEGAL NOTICE NOTICE OF PUBLIC HEARING TOWN BOARD TOWN OF DUANESBURG xyxy=(39,1268,125,1312)
legal-notice xyxy=(237,424,325,634)
notice-id: 35837 xyxy=(207,1125,226,1133)
legal-notice xyxy=(336,1108,424,1318)
notice-paragraph: The Proposed Local Law No. 6 of 2025 is entitled "Tax Cap Override for FY 2026." The proposed local law will allow the Town of Duanesburg to override the limit on the amount of real property taxes that may be levied, pursuant to General Municipal Law § 3-C, and allow the Town of Duanesburg to adopt a xyxy=(38,1429,127,1522)
notice-paragraph: Notice of formation of AYTOWY, LLC. Articles of Org. filed with the Secretary of State of New York (SSNY) on 09/26/2025. Office location: ALBANY County, SSNY is designated as agent upon whom process may be served. SSNY shall mail service of process to NORTHWEST REGISTERED AGENT LLC at 418 BROADWAY STE N ALBANY, NY 12207. NORTHWEST REGISTERED AGENT LLC is designated as agent for SOP at 418 BROADWAY STE N ALBANY, NY 12207.Company is organized for any lawful purpose. 7720313 10/2,9,16,23,30;11/6 xyxy=(236,424,326,620)
diamond-icon: ◆ xyxy=(803,56,811,66)
legal-notice xyxy=(634,120,722,1457)
notice-paragraph: Smoothies By Jack's At 32 Ocean Street Albany LLC filed Art. of Org. with the Sec'y of State of NY (SSNY) on 09/26/2025 Office: Albany County. SSNY has been designated as agent for the LLC upon whom process against it may be served and shall mail process to: Couch White, LLP, 540 Broadway, PO Box 22222, Albany, NY 12201 Purpose: any lawful act. 10/2,9,16,23,30;11/6 xyxy=(336,223,425,351)
notice-paragraph: ISTERED AGENTS INC. is designated as agent for SOP at 418 BROADWAY STE R ALBANY, NY 12207.Company is organized for any lawful purpose. 6328120 10/9,16,23,30;11/6,13 xyxy=(236,120,326,187)
legals-column xyxy=(629,88,728,1518)
